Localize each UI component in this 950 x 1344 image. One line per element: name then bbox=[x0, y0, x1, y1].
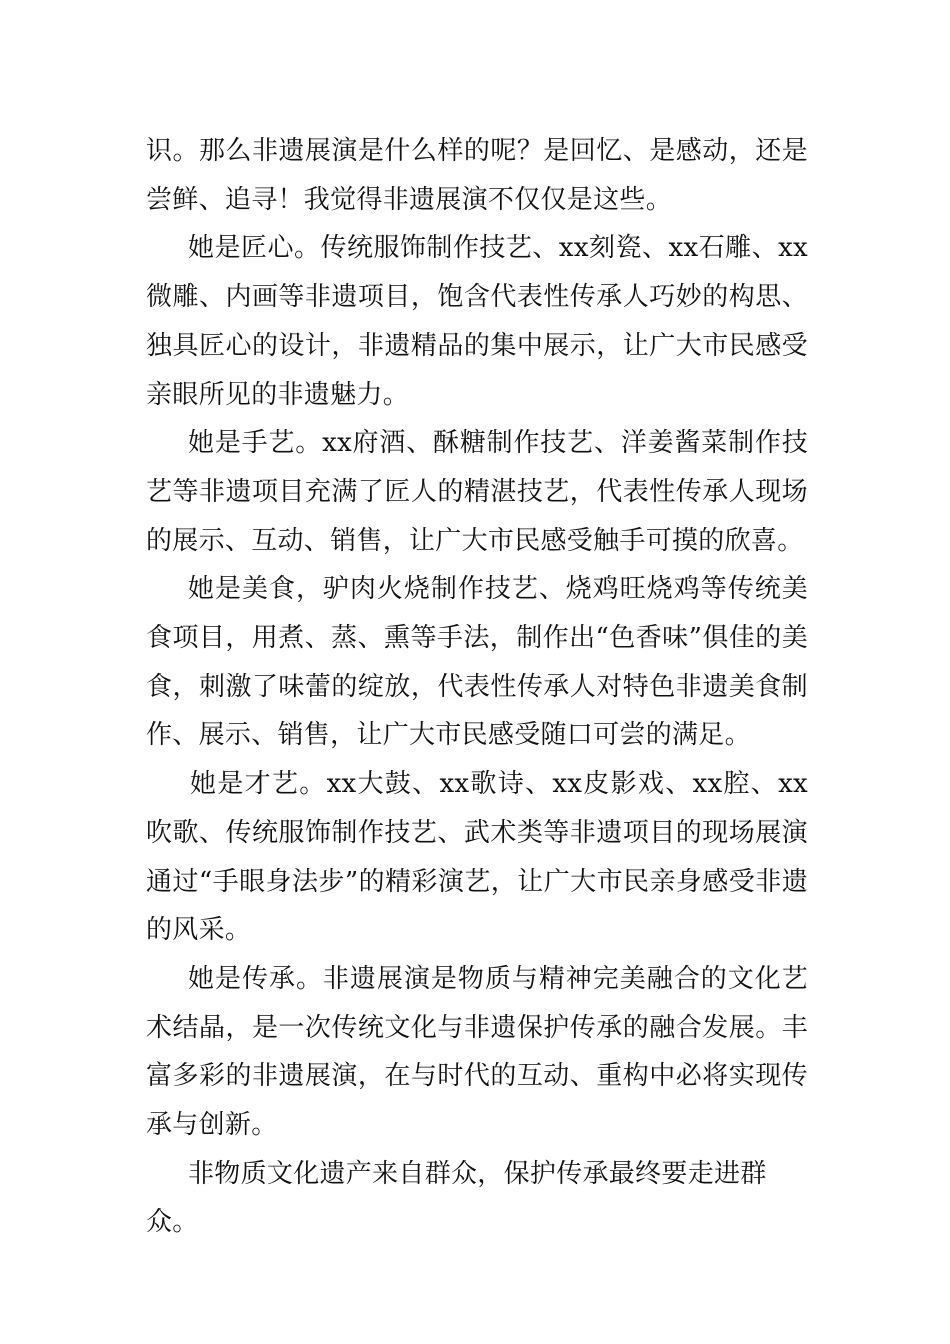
paragraph-handicraft: 她是手艺。xx府酒、酥糖制作技艺、洋姜酱菜制作技艺等非遗项目充满了匠人的精湛技艺，代表性传承人现场的展示、互动、销售，让广大市民感受触手可摸的欣喜。 bbox=[146, 428, 808, 556]
paragraph-conclusion: 非物质文化遗产来自群众，保护传承最终要走进群众。 bbox=[146, 1158, 767, 1238]
document-body bbox=[146, 127, 808, 1247]
paragraph-inheritance: 她是传承。非遗展演是物质与精神完美融合的文化艺术结晶，是一次传统文化与非遗保护传承的融合发展。丰富多彩的非遗展演，在与时代的互动、重构中必将实现传承与创新。 bbox=[146, 963, 808, 1141]
paragraph-continuation: 识。那么非遗展演是什么样的呢？是回忆、是感动，还是尝鲜、追寻！我觉得非遗展演不仅仅是这些。 bbox=[146, 136, 808, 215]
paragraph-cuisine: 她是美食，驴肉火烧制作技艺、烧鸡旺烧鸡等传统美食项目，用煮、蒸、熏等手法，制作出“色香味”俱佳的美食，刺激了味蕾的绽放，代表性传承人对特色非遗美食制作、展示、销售，让广大市民感受随口可尝的满足。 bbox=[146, 574, 808, 751]
paragraph-craftsmanship: 她是匠心。传统服饰制作技艺、xx刻瓷、xx石雕、xx微雕、内画等非遗项目，饱含代表性传承人巧妙的构思、独具匠心的设计，非遗精品的集中展示，让广大市民感受亲眼所见的非遗魅力。 bbox=[146, 233, 808, 410]
paragraph-talent: 她是才艺。xx大鼓、xx歌诗、xx皮影戏、xx腔、xx吹歌、传统服饰制作技艺、武术类等非遗项目的现场展演通过“手眼身法步”的精彩演艺，让广大市民亲身感受非遗的风采。 bbox=[146, 769, 808, 946]
